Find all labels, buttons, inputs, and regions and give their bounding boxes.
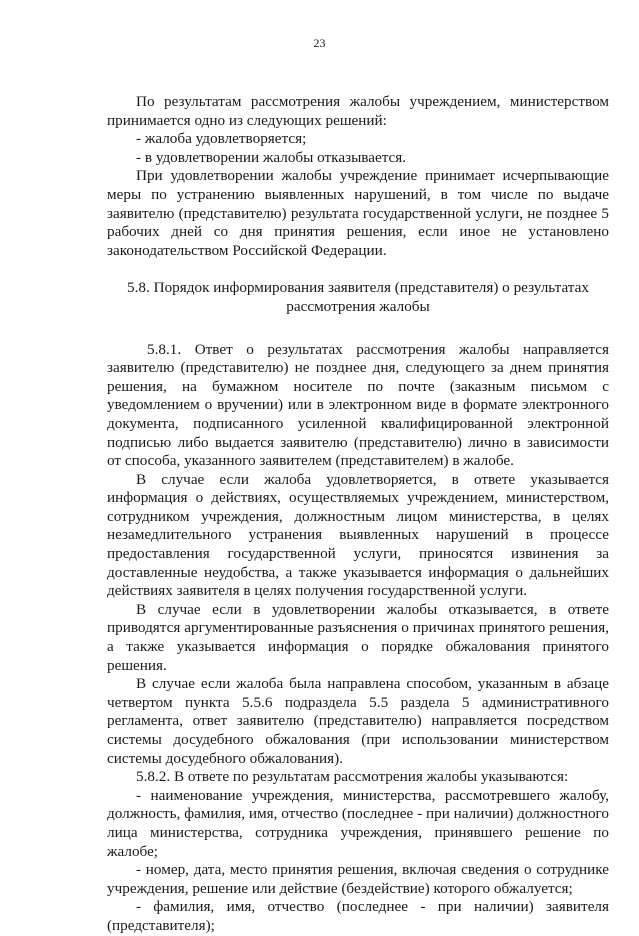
list-item-complaint-rejected: - в удовлетворении жалобы отказывается.	[136, 148, 407, 166]
page-number: 23	[313, 36, 326, 50]
paragraph-if-rejected: В случае если в удовлетворении жалобы отказывается, в ответе приводятся аргументированные разъяснения о причинах принятого решения, а также указывается информация о порядке обжалования принятого решения.	[107, 600, 609, 674]
paragraph-if-satisfied: В случае если жалоба удовлетворяется, в ответе указывается информация о действиях, осуществляемых учреждением, министерством, сотрудником учреждения, должностным лицом министерства, в целях незамедлительного устранения выявленных нарушений в процессе предоставления государственной услуги, приносятся извинения за доставленные неудобства, а также указывается информация о дальнейших действиях заявителя в целях получения государственной услуги.	[107, 470, 609, 600]
paragraph-decisions-intro: По результатам рассмотрения жалобы учреждением, министерством принимается одно из следующих решений:	[107, 93, 609, 129]
paragraph-answer-item-institution: - наименование учреждения, министерства, рассмотревшего жалобу, должность, фамилия, имя, отчество (последнее - при наличии) должностного лица министерства, сотрудника учреждения, принявшего решение по жалобе;	[107, 786, 609, 860]
section-heading-5-8: 5.8. Порядок информирования заявителя (представителя) о результатах рассмотрения жалобы	[127, 279, 589, 315]
paragraph-remedy-measures: При удовлетворении жалобы учреждение принимает исчерпывающие меры по устранению выявленных нарушений, в том числе по выдаче заявителю (представителю) результата государственной услуги, не позднее 5 рабочих дней со дня принятия решения, если иное не установлено законодательством Российской Федерации.	[107, 167, 609, 259]
paragraph-5-8-2: 5.8.2. В ответе по результатам рассмотрения жалобы указываются:	[136, 768, 569, 786]
list-item-complaint-satisfied: - жалоба удовлетворяется;	[136, 130, 307, 148]
paragraph-answer-item-decision: - номер, дата, место принятия решения, включая сведения о сотруднике учреждения, решение или действие (бездействие) которого обжалуется;	[107, 861, 609, 897]
paragraph-pretrial-system: В случае если жалоба была направлена способом, указанным в абзаце четвертом пункта 5.5.6 подраздела 5.5 раздела 5 административного регламента, ответ заявителю (представителю) направляется посредством системы досудебного обжалования (при использовании министерством системы досудебного обжалования).	[107, 675, 609, 767]
document-body	[107, 93, 609, 936]
paragraph-answer-item-applicant: - фамилия, имя, отчество (последнее - при наличии) заявителя (представителя);	[107, 898, 609, 934]
paragraph-5-8-1: 5.8.1. Ответ о результатах рассмотрения жалобы направляется заявителю (представителю) не позднее дня, следующего за днем принятия решения, на бумажном носителе по почте (заказным письмом с уведомлением о вручении) или в электронном виде в формате электронного документа, подписанного усиленной квалифицированной электронной подписью либо выдается заявителю (представителю) лично в зависимости от способа, указанного заявителем (представителем) в жалобе.	[107, 340, 609, 470]
